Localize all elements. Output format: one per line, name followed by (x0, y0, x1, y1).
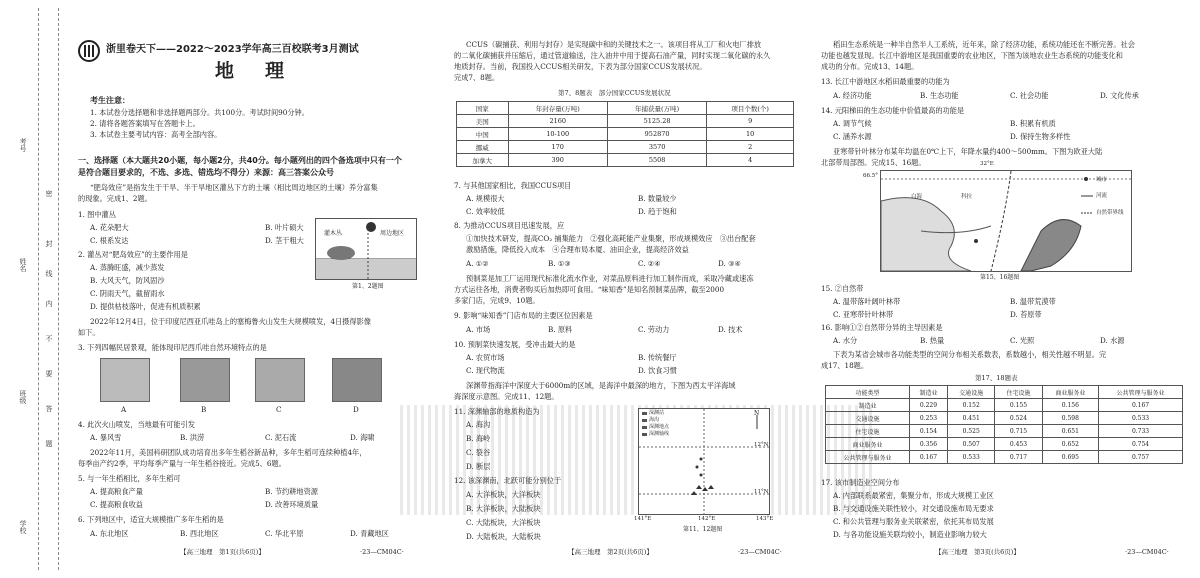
notice-item: 1. 本试卷分选择题和非选择题两部分。共100分。考试时间90分钟。 (90, 108, 309, 117)
option-c[interactable]: C. 效率较低 (466, 207, 505, 216)
option-b[interactable]: B. 洪涝 (180, 433, 205, 442)
statement-text: 激励措施，降低投入成本 ④合理布局本厦、油田企业，提高经济效益 (466, 245, 689, 254)
subject-title: 地 理 (215, 60, 291, 82)
option-c[interactable]: C. 和公共管理与服务业关联紧密，依托其布局发展 (833, 517, 994, 526)
option-a[interactable]: A. ①② (466, 259, 489, 268)
table-cell: 公共管理与服务业 (826, 451, 910, 464)
intro-text: 方式运往各地，消费者购买后加热即可食用。“味知香”是知名预制菜品牌，截至2000 (454, 285, 725, 294)
table-header: 国家 (457, 102, 509, 115)
table-header: 年封存量(万吨) (508, 102, 607, 115)
intro-text: 功能也越发显现。长江中游地区是我国重要的农业地区，下图为该地农业生态系统的功能变化和 (821, 51, 1123, 60)
option-a[interactable]: A. 蒸腾旺盛，减少蒸发 (90, 263, 165, 272)
table-cell: 加拿大 (457, 154, 509, 167)
exam-title: 浙里卷天下——2022～2023学年高三百校联考3月测试 (106, 44, 359, 55)
longitude-label: 143°E (756, 516, 774, 522)
table-cell: 390 (508, 154, 607, 167)
table-header: 年捕获量(万吨) (607, 102, 706, 115)
margin-char: 答 (45, 405, 53, 412)
table-cell: 0.156 (1042, 399, 1098, 412)
table-cell: 0.533 (1099, 412, 1183, 425)
table-cell: 0.525 (948, 425, 995, 438)
binding-margin (0, 0, 70, 578)
option-b[interactable]: B. 叶片硕大 (265, 223, 304, 232)
margin-char: 要 (45, 370, 53, 377)
table-cell: 4 (707, 154, 794, 167)
table-cell: 5125.28 (607, 115, 706, 128)
page-code: ·23—CM04C· (360, 548, 404, 556)
table-cell: 10-100 (508, 128, 607, 141)
table-cell: 5508 (607, 154, 706, 167)
notice-item: 2. 请将各题答案填写在答题卡上。 (90, 119, 200, 128)
option-c[interactable]: C. ②④ (638, 259, 661, 268)
option-b[interactable]: B. 原料 (548, 325, 573, 334)
table-cell: 0.715 (995, 425, 1042, 438)
margin-label-xingming: 姓名 (19, 258, 27, 272)
table-cell: 交通设施 (826, 412, 910, 425)
question-stem: 4. 此次火山喷发，当地最有可能引发 (78, 420, 195, 429)
question-stem: 17. 该市制造业空间分布 (821, 478, 900, 487)
table-cell: 0.651 (1042, 425, 1098, 438)
table-row (457, 128, 794, 141)
margin-label-xuexiao: 学校 (19, 520, 27, 534)
table-header: 住宅设施 (995, 386, 1042, 399)
option-c[interactable]: C. 亚寒带针叶林带 (833, 310, 894, 319)
legend-item: 海沟 (649, 417, 660, 423)
option-d[interactable]: D. 苔原带 (1010, 310, 1042, 319)
option-d[interactable]: D. 趋于饱和 (638, 207, 677, 216)
table-row (457, 141, 794, 154)
margin-label-kaohao: 考号 (19, 138, 27, 152)
section-header: 是符合题目要求的，不选、多选、错选均不得分）来源：高三答案公众号 (78, 168, 334, 177)
table-header: 项目个数(个) (707, 102, 794, 115)
option-a[interactable]: A. 规模很大 (466, 194, 505, 203)
photo-label: B (201, 405, 207, 414)
option-a[interactable]: A. 提高粮食产量 (90, 487, 143, 496)
option-d[interactable]: D. 断层 (466, 462, 491, 471)
section-header: 一、选择题（本大题共20小题，每小题2分，共40分。每小题列出的四个备选项中只有一个 (78, 156, 402, 165)
option-a[interactable]: A. 东北地区 (90, 529, 129, 538)
figure-trench-map (638, 408, 770, 515)
option-d[interactable]: D. 技术 (718, 325, 743, 334)
intro-text: 的现象。完成1、2题。 (78, 194, 152, 203)
table-caption: 第17、18题表 (975, 374, 1018, 382)
figure-eurasia-map (880, 170, 1132, 272)
question-stem: 12. 该深渊南，北跃可能分别位于 (454, 476, 562, 485)
margin-char: 线 (45, 270, 53, 277)
question-stem: 11. 深渊轴部的地质构造为 (454, 407, 540, 416)
option-b[interactable]: B. 传统餐厅 (638, 353, 677, 362)
option-c[interactable]: C. 提高粮食收益 (90, 500, 143, 509)
option-a[interactable]: A. 暴风雪 (90, 433, 122, 442)
photo-house-b (180, 358, 230, 402)
option-c[interactable]: C. 涵养水源 (833, 132, 872, 141)
intro-text: 的二氧化碳捕获并压缩后，通过管道输送，注入油井中用于提高石油产量，同时实现二氧化碳的永久 (454, 51, 771, 60)
question-stem: 8. 为推动CCUS项目迅速发展，应 (454, 221, 565, 230)
option-b[interactable]: B. 数量较少 (638, 194, 677, 203)
option-b[interactable]: B. 热量 (920, 336, 945, 345)
option-b[interactable]: B. 节约耕地资源 (265, 487, 318, 496)
table-cell: 170 (508, 141, 607, 154)
margin-char: 不 (45, 335, 53, 342)
option-c[interactable]: C. 劳动力 (638, 325, 670, 334)
question-stem: 16. 影响①②自然带分异的主导因素是 (821, 323, 943, 332)
table-row (826, 451, 1183, 464)
option-a[interactable]: A. 花朵肥大 (90, 223, 129, 232)
intro-text: 成功的分布。完成13、14题。 (821, 62, 919, 71)
option-d[interactable]: D. 水源 (1100, 336, 1125, 345)
table-cell: 0.152 (948, 399, 995, 412)
table-cell: 2 (707, 141, 794, 154)
latitude-label: 11°N (754, 489, 769, 495)
margin-char: 密 (45, 190, 53, 197)
option-b[interactable]: B. 大洋板块，大陆板块 (466, 504, 541, 513)
table-cell: 3570 (607, 141, 706, 154)
table-row (826, 412, 1183, 425)
figure-caption: 第1、2题图 (352, 283, 384, 290)
table-cell: 0.155 (995, 399, 1042, 412)
option-a[interactable]: A. 农贸市场 (466, 353, 505, 362)
table-cell: 0.229 (909, 399, 947, 412)
option-a[interactable]: A. 温带落叶阔叶林带 (833, 297, 901, 306)
table-cell: 0.154 (909, 425, 947, 438)
option-d[interactable]: D. 与各功能设施关联均较小，制造业影响力较大 (833, 530, 987, 539)
table-cell: 0.717 (995, 451, 1042, 464)
question-stem: 10. 预制菜快速发展，受冲击最大的是 (454, 340, 576, 349)
margin-char: 封 (45, 240, 53, 247)
option-c[interactable]: C. 大陆板块，大洋板块 (466, 518, 541, 527)
option-d[interactable]: D. 改善环境质量 (265, 500, 319, 509)
photo-label: D (353, 405, 359, 414)
option-a[interactable]: A. 经济功能 (833, 91, 872, 100)
page-3 (815, 0, 1195, 578)
figure-caption: 第11、12题图 (683, 526, 723, 533)
table-row (457, 115, 794, 128)
question-stem: 6. 下列地区中，适宜大规模推广多年生稻的是 (78, 515, 224, 524)
table-header: 制造业 (909, 386, 947, 399)
table-cell: 2160 (508, 115, 607, 128)
north-arrow-label: N (754, 410, 760, 417)
option-c[interactable]: C. 现代物流 (466, 366, 505, 375)
longitude-label: 141°E (634, 516, 652, 522)
option-d[interactable]: D. 茎干粗大 (265, 236, 304, 245)
question-stem: 1. 图中灌丛 (78, 210, 116, 219)
intro-text: CCUS（碳捕获、利用与封存）是实现碳中和的关键技术之一。该项目将从工厂和火电厂排放 (466, 40, 762, 49)
option-d[interactable]: D. 文化传承 (1100, 91, 1139, 100)
table-header: 交通设施 (948, 386, 995, 399)
table-cell: 0.733 (1099, 425, 1183, 438)
table-cell: 0.451 (948, 412, 995, 425)
photo-house-a (100, 358, 150, 402)
table-cell: 挪威 (457, 141, 509, 154)
option-d[interactable]: D. 饮食习惯 (638, 366, 677, 375)
table-row (826, 399, 1183, 412)
option-b[interactable]: B. 温带荒漠带 (1010, 297, 1056, 306)
legend-item: 城市 (1096, 177, 1108, 183)
longitude-label: 32°E (980, 161, 994, 167)
ccus-table (456, 101, 794, 167)
table-header: 功能类型 (826, 386, 910, 399)
table-cell: 9 (707, 115, 794, 128)
intro-text: 如下。 (78, 328, 100, 337)
option-b[interactable]: B. 西北地区 (180, 529, 219, 538)
intro-text: 北部带局部图。完成15、16题。 (821, 158, 926, 167)
table-cell: 0.757 (1099, 451, 1183, 464)
photo-label: A (121, 405, 127, 414)
photo-label: C (276, 405, 282, 414)
figure-caption: 第15、16题图 (980, 274, 1020, 281)
table-header-row (457, 102, 794, 115)
latitude-label: 12°N (754, 442, 769, 448)
intro-text: 2022年12月4日，位于印度尼西亚爪哇岛上的塞梅鲁火山发生大规模喷发，4日摄得影像 (90, 317, 371, 326)
table-cell: 0.652 (1042, 438, 1098, 451)
page-footer: 【高三地理 第1页(共6页)】 (180, 548, 265, 556)
option-d[interactable]: D. 青藏地区 (350, 529, 389, 538)
photo-house-d (332, 358, 382, 402)
question-stem: 5. 与一年生稻相比，多年生稻可 (78, 474, 181, 483)
legend-item: 河流 (1096, 193, 1108, 199)
binding-line (38, 8, 39, 570)
table-cell: 商业服务业 (826, 438, 910, 451)
margin-char: 内 (45, 300, 53, 307)
margin-label-banji: 班级 (19, 390, 27, 404)
option-c[interactable]: C. 华北平原 (265, 529, 304, 538)
option-c[interactable]: C. 根系发达 (90, 236, 129, 245)
intro-text: 成17、18题。 (821, 361, 869, 370)
table-cell: 中国 (457, 128, 509, 141)
table-cell: 0.253 (909, 412, 947, 425)
figure-shrub-diagram (315, 218, 417, 280)
option-b[interactable]: B. 与交通设施关联性较小，对交通设施布局无要求 (833, 504, 994, 513)
margin-char: 题 (45, 440, 53, 447)
figure-label: 周边地区 (380, 230, 405, 237)
intro-text: 海深度示意图。完成11、12题。 (454, 392, 559, 401)
table-cell: 制造业 (826, 399, 910, 412)
option-c[interactable]: C. 光照 (1010, 336, 1035, 345)
longitude-label: 142°E (698, 516, 716, 522)
option-c[interactable]: C. 阴雨天气，截留雨水 (90, 289, 165, 298)
option-c[interactable]: C. 裂谷 (466, 448, 491, 457)
option-b[interactable]: B. 积累有机质 (1010, 119, 1056, 128)
intro-text: “肥岛效应”是指发生于干旱、半干旱地区灌丛下方的土壤（相比周边地区的土壤）养分富集 (90, 183, 378, 192)
intro-text: 地质封存。当前，我国投入CCUS相关研发，下表为部分国家CCUS发展状况。 (454, 62, 707, 71)
intro-text: 下表为某省会城市各功能类型的空间分布相关系数表，系数越小，相关性越不明显。完 (833, 350, 1107, 359)
table-cell: 0.754 (1099, 438, 1183, 451)
table-cell: 0.507 (948, 438, 995, 451)
notice-title: 考生注意： (90, 96, 130, 105)
statement-text: ①加快技术研发，提高CO₂ 捕集能力 ②强化高耗能产业集聚，形成规模效应 ③出台配套 (466, 234, 756, 243)
intro-text: 预制菜是加工厂运用现代标准化流水作业，对菜品原料进行加工制作而成，采取冷藏或速冻 (466, 274, 754, 283)
option-d[interactable]: D. 大陆板块，大陆板块 (466, 532, 541, 541)
page-2 (448, 0, 798, 578)
table-row (826, 425, 1183, 438)
question-stem: 2. 灌丛对“肥岛效应”的主要作用是 (78, 250, 188, 259)
option-a[interactable]: A. 市场 (466, 325, 491, 334)
page-1 (70, 0, 430, 578)
function-correlation-table (825, 385, 1183, 464)
map-label: 白海 (911, 194, 923, 200)
intro-text: 亚寒带针叶林分布某年均温在0℃上下，年降水量约400～500mm。下图为欧亚大陆 (833, 147, 1103, 156)
notice-item: 3. 本试卷主要考试内容：高考全部内容。 (90, 130, 222, 139)
page-code: ·23—CM04C· (738, 548, 782, 556)
table-caption: 第7、8题表 部分国家CCUS发展状况 (558, 89, 671, 97)
latitude-label: 66.5° (863, 173, 878, 179)
question-stem: 15. ②自然带 (821, 284, 864, 293)
table-cell: 0.167 (1099, 399, 1183, 412)
option-c[interactable]: C. 社会功能 (1010, 91, 1049, 100)
option-a[interactable]: A. 大洋板块，大洋板块 (466, 490, 541, 499)
question-stem: 14. 元阳梯田的生态功能中价值最高的功能是 (821, 106, 965, 115)
page-code: ·23—CM04C· (1125, 548, 1169, 556)
table-cell: 0.598 (1042, 412, 1098, 425)
option-c[interactable]: C. 泥石流 (265, 433, 297, 442)
option-d[interactable]: D. 海啸 (350, 433, 375, 442)
map-label: 科拉 (961, 194, 973, 200)
option-d[interactable]: D. 提供枯枝落叶，促进有机质积累 (90, 302, 201, 311)
table-row (457, 154, 794, 167)
table-header: 商业服务业 (1042, 386, 1098, 399)
table-cell: 0.533 (948, 451, 995, 464)
intro-text: 2022年11月，美国科研团队成功培育出多年生稻谷新品种，多年生稻可连续种植4年， (90, 448, 367, 457)
table-cell: 0.695 (1042, 451, 1098, 464)
question-stem: 13. 长江中游地区水稻田最重要的功能为 (821, 77, 950, 86)
intro-text: 完成7、8题。 (454, 73, 500, 82)
question-stem: 9. 影响“味知香”门店布局的主要区位因素是 (454, 311, 593, 320)
option-a[interactable]: A. 水分 (833, 336, 858, 345)
table-cell: 美国 (457, 115, 509, 128)
table-cell: 0.524 (995, 412, 1042, 425)
table-header-row (826, 386, 1183, 399)
question-stem: 3. 下列四幅民居景观，能体现印尼西爪哇自然环境特点的是 (78, 343, 267, 352)
legend-item: 深渊轴线 (649, 431, 670, 437)
option-b[interactable]: B. 海岭 (466, 434, 491, 443)
option-d[interactable]: D. ③④ (718, 259, 741, 268)
option-b[interactable]: B. 大风天气，防风固沙 (90, 276, 165, 285)
table-cell: 0.356 (909, 438, 947, 451)
intro-text: 深渊带指海洋中深度大于6000m的区域，是海洋中最深的地方，下图为西太平洋海域 (466, 381, 736, 390)
intro-text: 稻田生态系统是一种半自然半人工系统，近年来，除了经济功能，系统功能还在不断完善。社会 (833, 40, 1135, 49)
table-cell: 住宅设施 (826, 425, 910, 438)
option-a[interactable]: A. 调节气候 (833, 119, 872, 128)
table-header: 公共管理与服务业 (1099, 386, 1183, 399)
table-cell: 0.167 (909, 451, 947, 464)
figure-label: 灌木丛 (324, 230, 343, 237)
page-footer: 【高三地理 第2页(共6页)】 (568, 548, 653, 556)
legend-item: 自然带界线 (1096, 210, 1124, 216)
option-a[interactable]: A. 海沟 (466, 420, 491, 429)
table-cell: 0.453 (995, 438, 1042, 451)
table-cell: 952870 (607, 128, 706, 141)
binding-line (58, 8, 59, 570)
question-stem: 7. 与其他国家相比，我国CCUS项目 (454, 181, 572, 190)
exam-logo-icon (78, 40, 100, 62)
photo-house-c (255, 358, 305, 402)
option-b[interactable]: B. ①③ (548, 259, 571, 268)
legend-item: 深渊站 (649, 410, 665, 416)
option-b[interactable]: B. 生态功能 (920, 91, 959, 100)
option-d[interactable]: D. 保持生物多样性 (1010, 132, 1071, 141)
legend-item: 深渊地点 (649, 424, 670, 430)
page-footer: 【高三地理 第3页(共6页)】 (935, 548, 1020, 556)
intro-text: 多家门店，完成9、10题。 (454, 296, 540, 305)
table-cell: 10 (707, 128, 794, 141)
intro-text: 每季亩产约2季，平均每季产量与一年生稻谷接近。完成5、6题。 (78, 459, 286, 468)
option-a[interactable]: A. 内部联系最紧密，集聚分布，形成大规模工业区 (833, 491, 994, 500)
table-row (826, 438, 1183, 451)
